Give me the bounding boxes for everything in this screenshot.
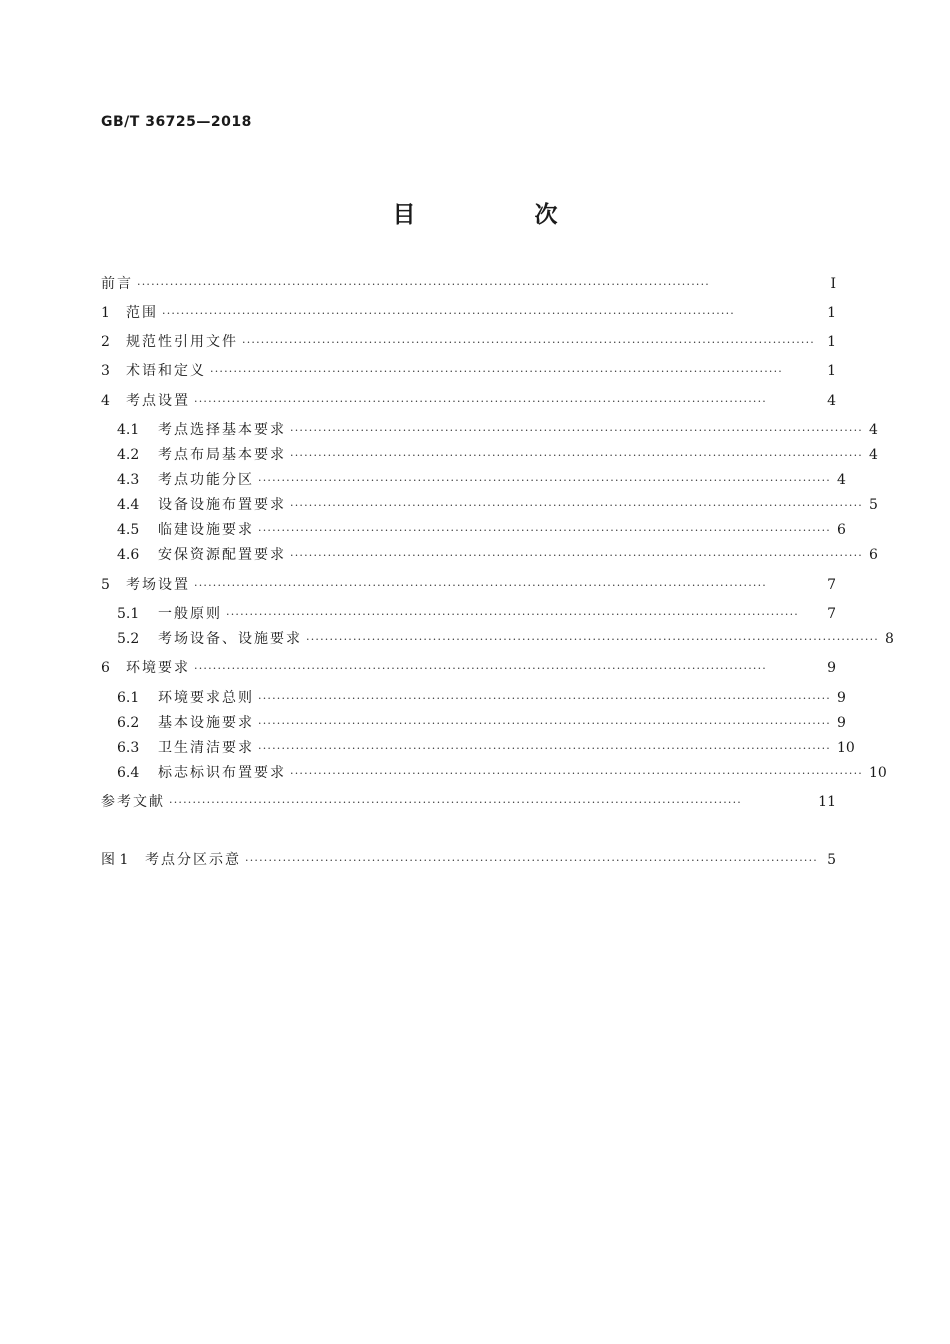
- toc-number: 4.6: [117, 547, 140, 563]
- toc-entry-4-4[interactable]: [117, 495, 878, 515]
- toc-label: 基本设施要求: [158, 715, 254, 731]
- figure-label: 考点分区示意: [145, 852, 241, 868]
- toc-entry-3[interactable]: [101, 361, 836, 381]
- toc-entry-foreword[interactable]: [101, 274, 836, 294]
- toc-page: 9: [827, 660, 836, 676]
- toc-page: 4: [868, 447, 878, 463]
- toc-entry-4-1[interactable]: [117, 420, 878, 440]
- toc-page: 1: [827, 363, 836, 379]
- toc-entry-5-2[interactable]: [117, 629, 894, 649]
- toc-number: 6: [101, 660, 110, 676]
- dot-leader: ··························································································································: [137, 278, 710, 291]
- toc-label: 规范性引用文件: [126, 334, 238, 350]
- toc-entry-6-4[interactable]: [117, 763, 887, 783]
- dot-leader: ··························································································································: [242, 336, 815, 349]
- toc-page: 9: [836, 715, 846, 731]
- toc-number: 5.1: [117, 606, 140, 622]
- dot-leader: ··························································································································: [194, 579, 767, 592]
- toc-number: 5.2: [117, 631, 140, 647]
- toc-number: 4: [101, 393, 110, 409]
- dot-leader: ··························································································································: [210, 365, 783, 378]
- toc-entry-4-5[interactable]: [117, 520, 846, 540]
- toc-label: 考点功能分区: [158, 472, 254, 488]
- toc-entry-4[interactable]: [101, 391, 836, 411]
- toc-label: 一般原则: [158, 606, 222, 622]
- dot-leader: ··························································································································: [258, 717, 831, 730]
- toc-label: 临建设施要求: [158, 522, 254, 538]
- toc-page: 4: [836, 472, 846, 488]
- toc-entry-2[interactable]: [101, 332, 836, 352]
- toc-number: 2: [101, 334, 110, 350]
- toc-label: 标志标识布置要求: [158, 765, 286, 781]
- toc-entry-4-6[interactable]: [117, 545, 878, 565]
- toc-label: 环境要求总则: [158, 690, 254, 706]
- toc-number: 6.2: [117, 715, 140, 731]
- toc-label: 考点设置: [126, 393, 190, 409]
- figure-number: 图 1: [101, 852, 129, 868]
- toc-number: 6.4: [117, 765, 140, 781]
- toc-page: 7: [827, 577, 836, 593]
- toc-page: 10: [868, 765, 887, 781]
- toc-entry-4-2[interactable]: [117, 445, 878, 465]
- toc-number: 4.2: [117, 447, 140, 463]
- dot-leader: ··························································································································: [162, 307, 735, 320]
- dot-leader: ··························································································································: [290, 499, 863, 512]
- dot-leader: ··························································································································: [194, 395, 767, 408]
- toc-label: 设备设施布置要求: [158, 497, 286, 513]
- toc-page: 5: [868, 497, 878, 513]
- toc-page: 4: [868, 422, 878, 438]
- toc-entry-6[interactable]: [101, 658, 836, 678]
- toc-number: 4.3: [117, 472, 140, 488]
- toc-number: 4.4: [117, 497, 140, 513]
- toc-number: 4.1: [117, 422, 140, 438]
- dot-leader: ··························································································································: [290, 424, 863, 437]
- toc-entry-6-3[interactable]: [117, 738, 855, 758]
- toc-number: 6.1: [117, 690, 140, 706]
- toc-label: 范围: [126, 305, 158, 321]
- toc-entry-4-3[interactable]: [117, 470, 846, 490]
- toc-entry-6-1[interactable]: [117, 688, 846, 708]
- toc-number: 3: [101, 363, 110, 379]
- dot-leader: ··························································································································: [258, 742, 831, 755]
- toc-page: 7: [827, 606, 836, 622]
- toc-number: 1: [101, 305, 110, 321]
- toc-label: 前言: [101, 276, 133, 292]
- figure-entry-1[interactable]: [101, 850, 836, 870]
- standard-code: GB/T 36725—2018: [101, 114, 252, 130]
- dot-leader: ··························································································································: [245, 854, 818, 867]
- page-title: 目 次: [392, 202, 606, 228]
- dot-leader: ··························································································································: [226, 608, 799, 621]
- toc-page: 4: [827, 393, 836, 409]
- toc-label: 考场设置: [126, 577, 190, 593]
- dot-leader: ··························································································································: [258, 692, 831, 705]
- toc-entry-1[interactable]: [101, 303, 836, 323]
- dot-leader: ··························································································································: [306, 633, 879, 646]
- toc-entry-5[interactable]: [101, 575, 836, 595]
- toc-number: 4.5: [117, 522, 140, 538]
- toc-label: 术语和定义: [126, 363, 206, 379]
- toc-page: Ⅰ: [830, 276, 836, 292]
- toc-label: 环境要求: [126, 660, 190, 676]
- toc-page: 1: [827, 305, 836, 321]
- toc-label: 考点布局基本要求: [158, 447, 286, 463]
- toc-page: 10: [836, 740, 855, 756]
- dot-leader: ··························································································································: [169, 796, 742, 809]
- toc-label: 考场设备、设施要求: [158, 631, 302, 647]
- toc-page: 6: [868, 547, 878, 563]
- toc-label: 参考文献: [101, 794, 165, 810]
- toc-label: 安保资源配置要求: [158, 547, 286, 563]
- dot-leader: ··························································································································: [290, 549, 863, 562]
- dot-leader: ··························································································································: [290, 767, 863, 780]
- toc-page: 6: [836, 522, 846, 538]
- dot-leader: ··························································································································: [258, 474, 831, 487]
- toc-number: 5: [101, 577, 110, 593]
- dot-leader: ··························································································································: [290, 449, 863, 462]
- figure-page: 5: [827, 852, 836, 868]
- dot-leader: ··························································································································: [194, 662, 767, 675]
- toc-entry-6-2[interactable]: [117, 713, 846, 733]
- toc-entry-5-1[interactable]: [117, 604, 836, 624]
- toc-page: 9: [836, 690, 846, 706]
- toc-entry-references[interactable]: [101, 792, 836, 812]
- dot-leader: ··························································································································: [258, 524, 831, 537]
- toc-page: 8: [884, 631, 894, 647]
- toc-number: 6.3: [117, 740, 140, 756]
- toc-label: 考点选择基本要求: [158, 422, 286, 438]
- toc-label: 卫生清洁要求: [158, 740, 254, 756]
- toc-page: 11: [818, 794, 836, 810]
- toc-page: 1: [827, 334, 836, 350]
